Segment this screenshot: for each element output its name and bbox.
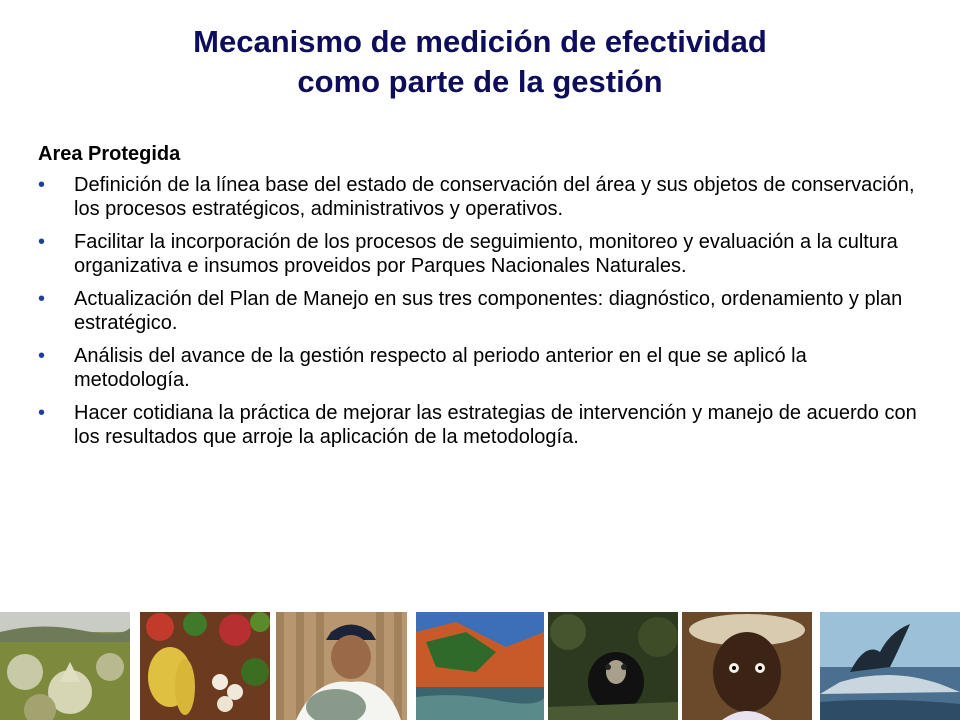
slide-title	[0, 22, 960, 102]
photo-strip	[0, 612, 960, 720]
bullet-item	[38, 173, 918, 221]
slide-title-line1: Mecanismo de medición de efectividad	[193, 24, 767, 59]
slide-title-line2: como parte de la gestión	[297, 64, 663, 99]
bullet-list	[38, 173, 918, 449]
bullet-icon: •	[38, 345, 46, 367]
coastal-rocks-photo	[416, 612, 544, 720]
bullet-text: Definición de la línea base del estado de conservación del área y sus objetos de conservación, los procesos estratégicos, administrativos y operativos.	[74, 174, 915, 220]
bullet-text: Análisis del avance de la gestión respecto al periodo anterior en el que se aplicó la metodología.	[74, 345, 807, 391]
bullet-icon: •	[38, 402, 46, 424]
slide-content	[38, 141, 918, 458]
bullet-item	[38, 344, 918, 392]
section-heading: Area Protegida	[38, 143, 181, 165]
bullet-icon: •	[38, 231, 46, 253]
bullet-item	[38, 287, 918, 335]
child-with-hat-photo	[682, 612, 812, 720]
bullet-icon: •	[38, 174, 46, 196]
bullet-icon: •	[38, 288, 46, 310]
woman-with-cap-photo	[276, 612, 407, 720]
spectacled-bear-photo	[548, 612, 678, 720]
bullet-item	[38, 230, 918, 278]
bullet-text: Hacer cotidiana la práctica de mejorar las estrategias de intervención y manejo de acuerdo con los resultados que arroje la aplicación de la metodología.	[74, 402, 917, 448]
market-fruits-photo	[140, 612, 270, 720]
bullet-text: Actualización del Plan de Manejo en sus tres componentes: diagnóstico, ordenamiento y plan estratégico.	[74, 288, 903, 334]
bullet-text: Facilitar la incorporación de los procesos de seguimiento, monitoreo y evaluación a la cultura organizativa e insumos proveidos por Parques Nacionales Naturales.	[74, 231, 898, 277]
whale-tail-photo	[820, 612, 960, 720]
paramo-frailejones-photo	[0, 612, 130, 720]
bullet-item	[38, 401, 918, 449]
